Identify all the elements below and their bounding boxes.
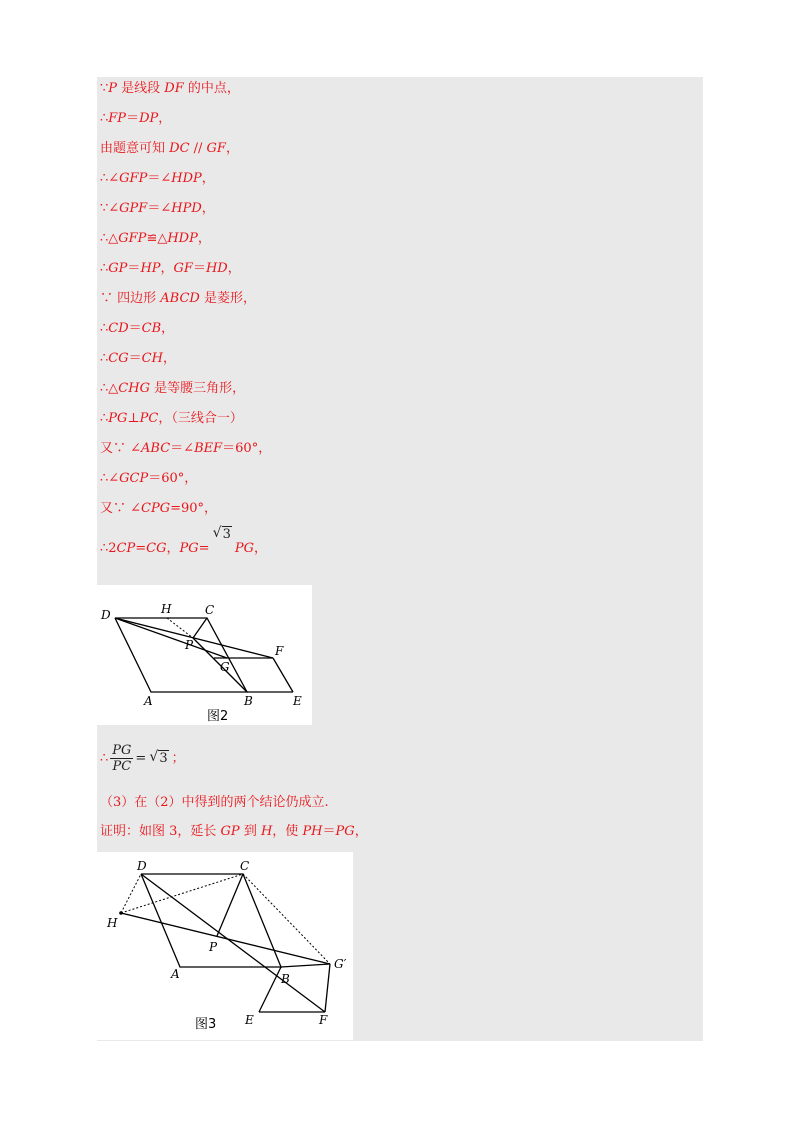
fig3-label-b: B: [281, 972, 290, 986]
figure-3: [97, 852, 353, 1040]
fig3-caption: 图3: [195, 1017, 217, 1032]
sqrt-symbol: √ 3: [213, 527, 232, 543]
part3-line: （3）在（2）中得到的两个结论仍成立.: [100, 795, 329, 810]
fig2-label-e: E: [293, 694, 302, 708]
proof-line-6: ∴△GFP≌△HDP，: [100, 231, 211, 246]
proof-line-8: ∵ 四边形 ABCD 是菱形，: [100, 291, 256, 306]
proof-line-16: ∴2CP=CG，PG=√ 3PG，: [100, 541, 267, 557]
proof-line-9: ∴CD＝CB，: [100, 321, 175, 336]
fig2-label-g: G: [220, 660, 230, 674]
fig2-label-c: C: [205, 603, 215, 617]
fig2-label-a: A: [144, 694, 153, 708]
proof-line-14: ∴∠GCP＝60°，: [100, 471, 198, 486]
segment-df: [115, 618, 273, 658]
fig3-label-p: P: [209, 940, 218, 954]
proof-line-2: ∴FP＝DP，: [100, 111, 172, 126]
fig3-label-f: F: [319, 1013, 328, 1027]
proof-line-4: ∴∠GFP＝∠HDP，: [100, 171, 215, 186]
fig3-label-c: C: [240, 859, 250, 873]
fig3-label-e: E: [245, 1013, 254, 1027]
proof-line-7: ∴GP＝HP，GF＝HD，: [100, 261, 241, 276]
fig2-label-b: B: [244, 694, 253, 708]
fig3-label-g: G′: [334, 957, 347, 971]
proof-line-11: ∴△CHG 是等腰三角形，: [100, 381, 246, 396]
fig3-label-d: D: [137, 859, 147, 873]
ratio-line: ∴ $\frac{PG}{PC}$ =√ 3 ；: [100, 743, 185, 774]
fig2-label-p: P: [185, 638, 194, 652]
proof-line-15: 又∵ ∠CPG=90°，: [100, 501, 218, 516]
sqrt-symbol: √ 3: [149, 744, 168, 774]
proof-line-1: ∵P 是线段 DF 的中点，: [100, 81, 240, 96]
proof-line-12: ∴PG⊥PC，（三线合一）: [100, 411, 243, 426]
fig2-label-f: F: [275, 644, 284, 658]
figure-2: [97, 585, 312, 725]
fig3-label-h: H: [107, 916, 118, 930]
proof-line-13: 又∵ ∠ABC＝∠BEF＝60°，: [100, 441, 272, 456]
fig2-label-h: H: [161, 602, 172, 616]
fraction-pg-pc: $\frac{PG}{PC}$: [112, 743, 132, 774]
proof-intro-line: 证明：如图 3，延长 GP 到 H，使 PH＝PG，: [100, 824, 368, 839]
fig3-label-a: A: [171, 967, 180, 981]
fig2-label-d: D: [101, 608, 111, 622]
proof-line-3: 由题意可知 DC // GF，: [100, 141, 239, 156]
proof-line-5: ∵∠GPF＝∠HPD，: [100, 201, 215, 216]
proof-line-10: ∴CG＝CH，: [100, 351, 176, 366]
fig2-caption: 图2: [207, 709, 229, 724]
